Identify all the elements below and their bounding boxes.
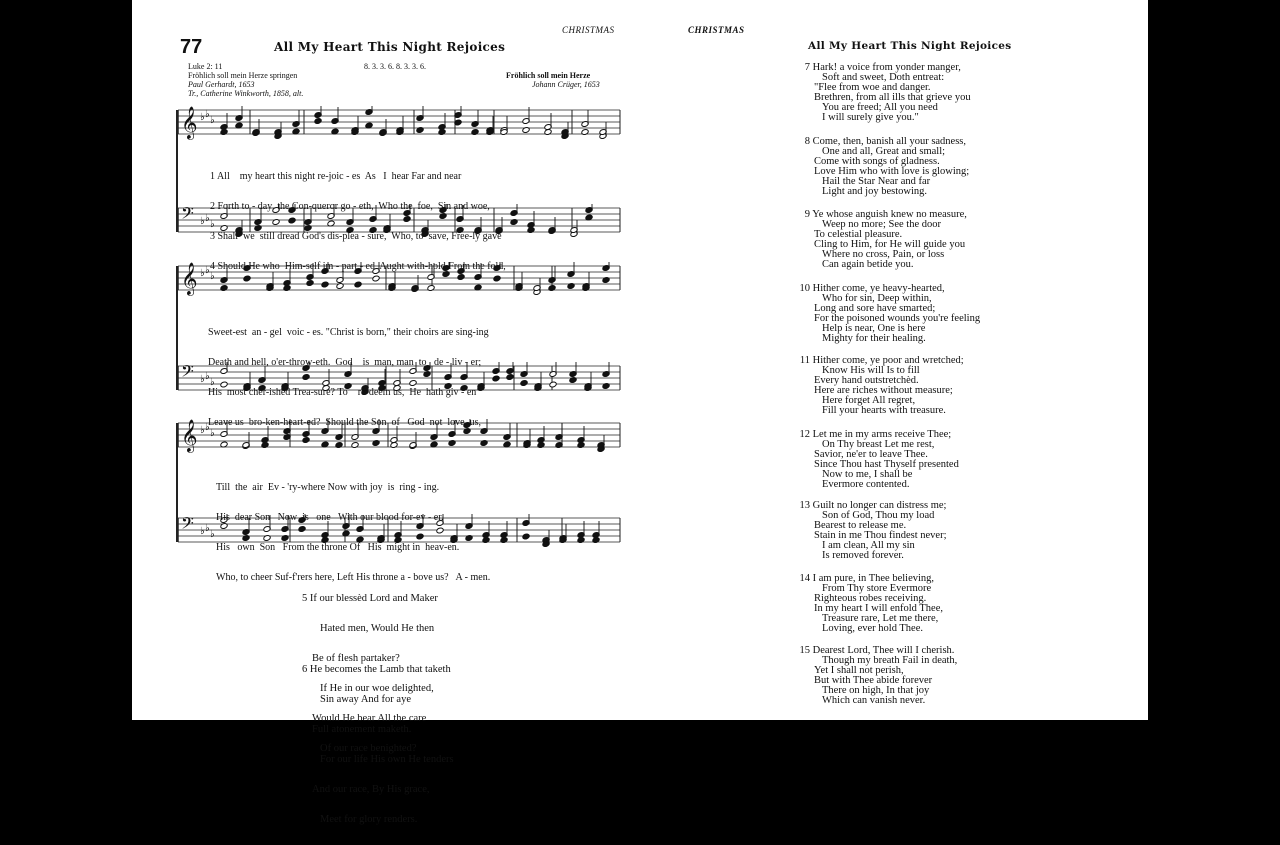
running-head-right: CHRISTMAS <box>688 25 745 35</box>
flat-icon: ♭ <box>210 271 215 282</box>
verse-line: Hither come, ye heavy-hearted, <box>812 283 945 294</box>
verse-line: But with Thee abide forever <box>814 675 933 686</box>
verse-line: For our life His own He tenders <box>320 754 454 765</box>
verse-line: Come, then, banish all your sadness, <box>812 136 967 147</box>
lyric-line: Sweet-est an - gel voic - es. "Christ is born," their choirs are sing-ing <box>208 327 489 338</box>
verse-line: Can again betide you. <box>822 259 914 270</box>
treble-clef-icon: 𝄞 <box>181 106 198 139</box>
verse-6 <box>302 645 454 845</box>
verse-line: If He in our woe delighted, <box>320 683 434 694</box>
verse-line: Ye whose anguish knew no measure, <box>812 209 967 220</box>
verse-line: I am pure, in Thee believing, <box>812 573 935 584</box>
verse-line: Where no cross, Pain, or loss <box>822 249 945 260</box>
verse-line: Guilt no longer can distress me; <box>812 500 947 511</box>
bass-clef-icon: 𝄢 <box>181 361 194 385</box>
running-head-left: CHRISTMAS <box>562 25 615 35</box>
flat-icon: ♭ <box>200 216 205 227</box>
lyric-line: His own Son From the throne Of His might in heav-en. <box>216 542 460 553</box>
verse-line: Righteous robes receiving. <box>814 593 927 604</box>
verse-line: There on high, In that joy <box>822 685 930 696</box>
verse-line: Love Him who with love is glowing; <box>814 166 970 177</box>
verse-line: I will surely give you." <box>822 112 919 123</box>
lyric-line: 2 Forth to - day the Con-queror go - eth, Who the foe, Sin and woe, <box>210 201 490 212</box>
lyric-line: His dear Son Now is one With our blood for-ev - er. <box>216 512 444 523</box>
translator-credit: Tr., Catherine Winkworth, 1858, alt. <box>188 89 304 98</box>
lyric-line: 1 All my heart this night re-joic - es As I hear Far and near <box>210 171 462 182</box>
verse-line: Light and joy bestowing. <box>822 186 927 197</box>
flat-icon: ♭ <box>200 112 205 123</box>
flat-icon: ♭ <box>200 526 205 537</box>
verse-line: Here forget All regret, <box>822 395 916 406</box>
verse-line: Weep no more; See the door <box>822 219 941 230</box>
system-bracket <box>176 110 178 232</box>
verse-line: Come with songs of gladness. <box>814 156 940 167</box>
lyric-line: His most cher-ished Trea-sure? To re-deem us, He hath giv - en <box>208 387 477 398</box>
flat-icon: ♭ <box>200 268 205 279</box>
verse-line: Hail the Star Near and far <box>822 176 931 187</box>
note-head <box>522 533 530 540</box>
verse-line: Let me in my arms receive Thee; <box>812 429 952 440</box>
flat-icon: ♭ <box>205 422 210 433</box>
tune-name: Fröhlich soll mein Herze <box>506 71 591 80</box>
verse-line: You are freed; All you need <box>822 102 938 113</box>
note-head <box>492 375 500 382</box>
flat-icon: ♭ <box>205 371 210 382</box>
verse-line: Sin away And for aye <box>320 694 411 705</box>
hymn-title: All My Heart This Night Rejoices <box>274 40 506 54</box>
verse-14 <box>788 574 943 634</box>
verse-15 <box>788 646 957 706</box>
bass-clef-icon: 𝄢 <box>181 203 194 227</box>
verse-line: One and all, Great and small; <box>822 146 946 157</box>
verse-number: 12 <box>799 429 810 440</box>
right-column-title: All My Heart This Night Rejoices <box>808 40 1012 52</box>
verse-line: Full atonement maketh. <box>312 724 412 735</box>
verse-line: From Thy store Evermore <box>822 583 932 594</box>
lyric-line: Death and hell, o'er-throw-eth. God is man, man to de - liv - er; <box>208 357 482 368</box>
verse-number: 14 <box>799 573 810 584</box>
verse-line: Of our race benighted? <box>320 743 417 754</box>
verse-11 <box>788 356 964 416</box>
verse-line: To celestial pleasure. <box>814 229 903 240</box>
verse-line: Loving, ever hold Thee. <box>822 623 923 634</box>
scripture-ref: Luke 2: 11 <box>188 62 223 71</box>
verse-line: Treasure rare, Let me there, <box>822 613 939 624</box>
hymnal-page <box>132 0 1148 825</box>
flat-icon: ♭ <box>200 374 205 385</box>
verse-line: Bearest to release me. <box>814 520 907 531</box>
verse-number: 13 <box>799 500 810 511</box>
verse-number: 8 <box>804 136 810 147</box>
system-bracket <box>176 423 178 542</box>
flat-icon: ♭ <box>210 428 215 439</box>
verse-8 <box>788 137 969 197</box>
system-bracket <box>176 266 178 390</box>
verse-number: 6 <box>302 664 308 675</box>
note-head <box>549 381 557 388</box>
verse-line: In my heart I will enfold Thee, <box>814 603 943 614</box>
lyric-line: Who, to cheer Suf-f'rers here, Left His throne a - bove us? A - men. <box>216 572 491 583</box>
verse-line: For the poisoned wounds you're feeling <box>814 313 981 324</box>
verse-line: Every hand outstretchèd. <box>814 375 919 386</box>
verse-9 <box>788 210 967 270</box>
verse-line: If our blessèd Lord and Maker <box>309 593 438 604</box>
flat-icon: ♭ <box>205 109 210 120</box>
treble-clef-icon: 𝄞 <box>181 419 198 452</box>
flat-icon: ♭ <box>210 115 215 126</box>
note-head <box>506 374 514 381</box>
verse-line: And our race, By His grace, <box>312 784 430 795</box>
verse-7 <box>788 63 971 123</box>
flat-icon: ♭ <box>210 529 215 540</box>
verse-number: 10 <box>799 283 810 294</box>
verse-line: Fill your hearts with treasure. <box>822 405 946 416</box>
verse-line: Dearest Lord, Thee will I cherish. <box>812 645 955 656</box>
bass-clef-icon: 𝄢 <box>181 513 194 537</box>
verse-number: 11 <box>799 355 810 366</box>
meter: 8. 3. 3. 6. 8. 3. 3. 6. <box>364 62 426 71</box>
verse-line: Would He bear All the care <box>312 713 427 724</box>
verse-line: Know His will Is to fill <box>822 365 920 376</box>
verse-line: Hated men, Would He then <box>320 623 435 634</box>
note-head <box>520 380 528 387</box>
german-title: Fröhlich soll mein Herze springen <box>188 71 298 80</box>
verse-line: Though my breath Fail in death, <box>822 655 958 666</box>
verse-line: Meet for glory renders. <box>320 814 418 825</box>
verse-line: Yet I shall not perish, <box>814 665 904 676</box>
verse-number: 15 <box>799 645 810 656</box>
verse-line: "Flee from woe and danger. <box>814 82 931 93</box>
verse-line: Long and sore have smarted; <box>814 303 936 314</box>
verse-number: 5 <box>302 593 308 604</box>
verse-10 <box>788 284 980 344</box>
verse-line: He becomes the Lamb that taketh <box>309 664 451 675</box>
verse-line: Who for sin, Deep within, <box>822 293 932 304</box>
treble-clef-icon: 𝄞 <box>181 262 198 295</box>
verse-line: Hither come, ye poor and wretched; <box>812 355 964 366</box>
verse-line: Son of God, Thou my load <box>822 510 935 521</box>
lyric-line: Till the air Ev - 'ry-where Now with joy is ring - ing. <box>216 482 440 493</box>
verse-line: Brethren, from all ills that grieve you <box>814 92 971 103</box>
verse-line: Cling to Him, for He will guide you <box>814 239 966 250</box>
verse-12 <box>788 430 959 490</box>
system-1-lyrics <box>210 152 506 292</box>
flat-icon: ♭ <box>200 425 205 436</box>
verse-line: Mighty for their healing. <box>822 333 926 344</box>
verse-line: I am clean, All my sin <box>822 540 915 551</box>
flat-icon: ♭ <box>205 523 210 534</box>
verse-line: Which can vanish never. <box>822 695 926 706</box>
verse-line: Hark! a voice from yonder manger, <box>812 62 961 73</box>
verse-line: Is removed forever. <box>822 550 904 561</box>
flat-icon: ♭ <box>205 213 210 224</box>
system-2-lyrics <box>208 308 489 448</box>
verse-line: Since Thou hast Thyself presented <box>814 459 959 470</box>
verse-line: Stain in me Thou findest never; <box>814 530 947 541</box>
verse-line: Soft and sweet, Doth entreat: <box>822 72 945 83</box>
lyric-line: 4 Should He who Him-self im - part - ed Aught with-hold From the fold, <box>210 261 506 272</box>
verse-13 <box>788 501 947 561</box>
verse-line: On Thy breast Let me rest, <box>822 439 935 450</box>
flat-icon: ♭ <box>210 377 215 388</box>
verse-line: Here are riches without measure; <box>814 385 953 396</box>
verse-line: Savior, ne'er to leave Thee. <box>814 449 928 460</box>
verse-line: Help is near, One is here <box>822 323 926 334</box>
note-head <box>314 118 322 125</box>
lyric-line: 3 Shall we still dread God's dis-plea - sure, Who, to save, Free-ly gave <box>210 231 502 242</box>
author-credit: Paul Gerhardt, 1653 <box>188 80 255 89</box>
flat-icon: ♭ <box>205 265 210 276</box>
verse-number: 7 <box>804 62 810 73</box>
verse-line: Evermore contented. <box>822 479 910 490</box>
flat-icon: ♭ <box>210 219 215 230</box>
lyric-line: Leave us bro-ken-heart-ed? Should the Son of God not love us, <box>208 417 481 428</box>
composer-credit: Johann Crüger, 1653 <box>532 80 600 89</box>
verse-number: 9 <box>804 209 810 220</box>
system-1-treble-staff <box>132 106 1148 146</box>
verse-line: Be of flesh partaker? <box>312 653 400 664</box>
hymn-number: 77 <box>180 36 203 58</box>
verse-line: Now to me, I shall be <box>822 469 913 480</box>
